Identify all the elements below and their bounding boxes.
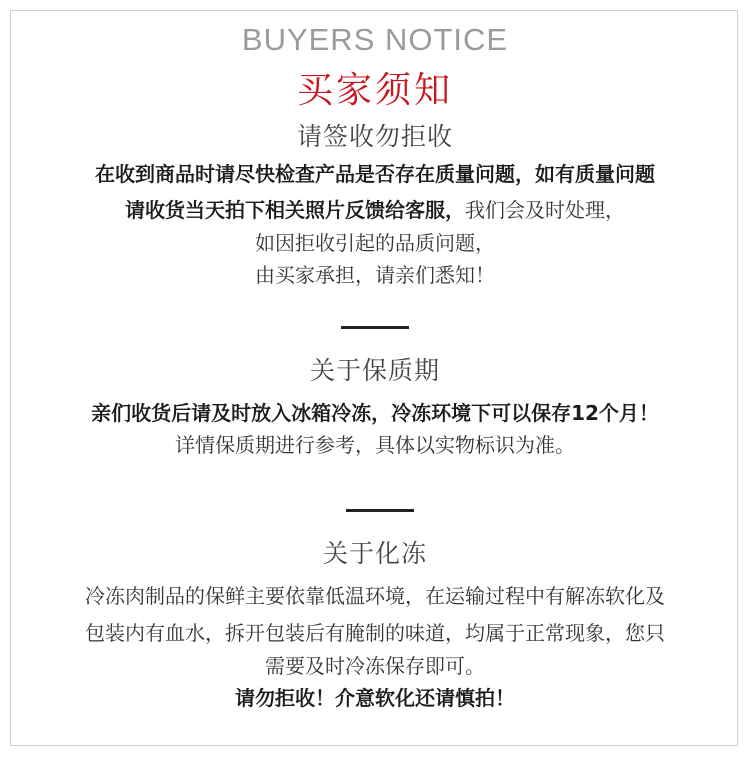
sign-for-line-2 (0, 194, 750, 223)
section-heading-sign-for: 请签收勿拒收 (296, 122, 453, 151)
shelf-life-line-2: 详情保质期进行参考，具体以实物标识为准。 (175, 433, 575, 457)
english-title: BUYERS NOTICE (241, 22, 509, 57)
thawing-line-3: 需要及时冷冻保存即可。 (265, 654, 485, 678)
shelf-life-line-1: 亲们收货后请及时放入冰箱冷冻，冷冻环境下可以保存12个月！ (91, 401, 659, 425)
sign-for-line-1: 在收到商品时请尽快检查产品是否存在质量问题，如有质量问题 (95, 162, 655, 186)
section-divider (346, 509, 414, 512)
sign-for-line-4: 由买家承担，请亲们悉知！ (255, 263, 495, 287)
sign-for-line-3: 如因拒收引起的品质问题， (255, 231, 495, 255)
section-heading-thawing: 关于化冻 (322, 539, 427, 568)
thawing-line-4: 请勿拒收！介意软化还请慎拍！ (235, 686, 515, 710)
section-heading-shelf-life: 关于保质期 (309, 356, 440, 385)
section-divider (341, 326, 409, 329)
chinese-title: 买家须知 (296, 70, 453, 111)
thawing-line-2: 包装内有血水，拆开包装后有腌制的味道，均属于正常现象，您只 (85, 621, 665, 645)
thawing-line-1: 冷冻肉制品的保鲜主要依靠低温环境，在运输过程中有解冻软化及 (85, 584, 665, 608)
sign-for-line-2-bold: 请收货当天拍下相关照片反馈给客服， (125, 198, 465, 222)
sign-for-line-2-rest: 我们会及时处理， (465, 198, 625, 222)
